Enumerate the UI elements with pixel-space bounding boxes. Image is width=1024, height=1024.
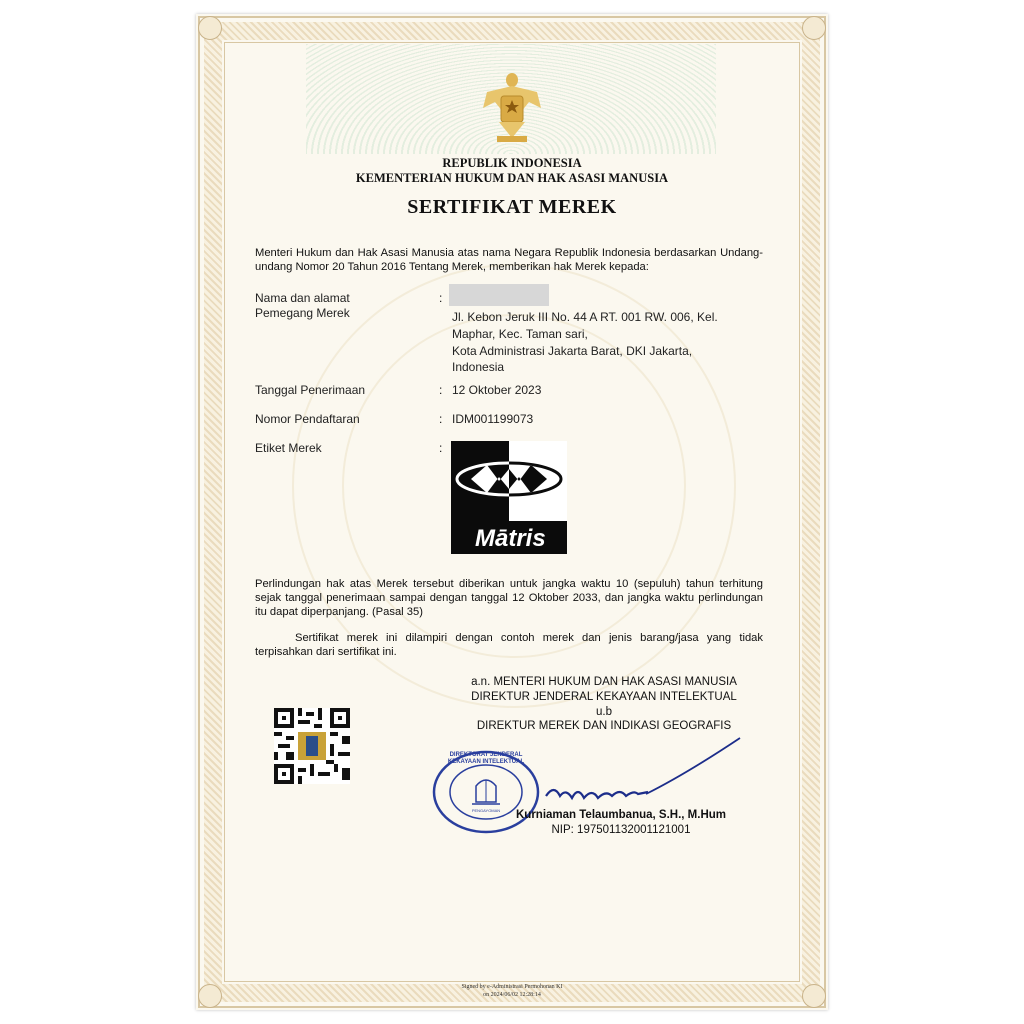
garuda-emblem-icon xyxy=(481,62,543,148)
stamp-ring-text: DIREKTORAT JENDERAL KEKAYAAN INTELEKTUAL xyxy=(447,752,525,765)
address-line4: Indonesia xyxy=(452,360,505,374)
qr-code xyxy=(274,708,350,784)
trademark-logo xyxy=(451,441,567,554)
colon: : xyxy=(439,383,443,397)
certificate-title: SERTIFIKAT MEREK xyxy=(407,196,617,218)
trademark-wordmark: Mātris xyxy=(475,525,546,552)
corner-ornament xyxy=(198,16,222,40)
stamp-center-text: PENGAYOMAN xyxy=(471,808,501,813)
redacted-holder-name xyxy=(449,284,549,306)
corner-ornament xyxy=(198,984,222,1008)
country-heading: REPUBLIK INDONESIA xyxy=(442,156,582,170)
address-line3: Kota Administrasi Jakarta Barat, DKI Jakarta, xyxy=(452,344,693,358)
certificate-page xyxy=(196,14,828,1010)
address-line2: Maphar, Kec. Taman sari, xyxy=(452,327,588,341)
intro-paragraph: Menteri Hukum dan Hak Asasi Manusia atas nama Negara Republik Indonesia berdasarkan Undang-undang Nomor 20 Tahun 2016 Tentang Merek, memberikan hak Merek kepada: xyxy=(255,247,763,273)
signed-by-text: Signed by e-Administrasi Permohonan KI xyxy=(461,984,563,990)
date-label: Tanggal Penerimaan xyxy=(255,383,366,397)
date-value: 12 Oktober 2023 xyxy=(452,383,542,397)
registration-value: IDM001199073 xyxy=(452,412,534,426)
registration-label: Nomor Pendaftaran xyxy=(255,412,360,426)
signatory-line2: DIREKTUR JENDERAL KEKAYAAN INTELEKTUAL xyxy=(471,691,737,703)
colon: : xyxy=(439,412,443,426)
official-stamp xyxy=(432,750,540,834)
signatory-line1: a.n. MENTERI HUKUM DAN HAK ASASI MANUSIA xyxy=(471,676,737,688)
colon: : xyxy=(439,441,443,455)
holder-label-line2: Pemegang Merek xyxy=(255,306,350,320)
signatory-name: Kurniaman Telaumbanua, S.H., M.Hum xyxy=(515,809,726,821)
ministry-heading: KEMENTERIAN HUKUM DAN HAK ASASI MANUSIA xyxy=(355,171,669,185)
holder-label-line1: Nama dan alamat xyxy=(255,291,350,305)
signed-on-text: on 2024/06/02 12:28:14 xyxy=(483,992,541,998)
signatory-line4: DIREKTUR MEREK DAN INDIKASI GEOGRAFIS xyxy=(476,720,732,732)
corner-ornament xyxy=(802,16,826,40)
corner-ornament xyxy=(802,984,826,1008)
protection-paragraph: Perlindungan hak atas Merek tersebut diberikan untuk jangka waktu 10 (sepuluh) tahun terhitung sejak tanggal penerimaan sampai dengan tanggal 12 Oktober 2033, dan jangka waktu perlindungan itu dapat diperpanjang. (Pasal 35) xyxy=(255,578,763,618)
signatory-line3: u.b xyxy=(596,706,612,718)
signatory-nip: NIP: 197501132001121001 xyxy=(551,824,691,836)
colon: : xyxy=(439,291,443,305)
attachment-paragraph: Sertifikat merek ini dilampiri dengan contoh merek dan jenis barang/jasa yang tidak terpisahkan dari sertifikat ini. xyxy=(255,632,763,658)
etiket-label: Etiket Merek xyxy=(255,441,322,455)
address-line1: Jl. Kebon Jeruk III No. 44 A RT. 001 RW. 006, Kel. xyxy=(452,310,718,324)
